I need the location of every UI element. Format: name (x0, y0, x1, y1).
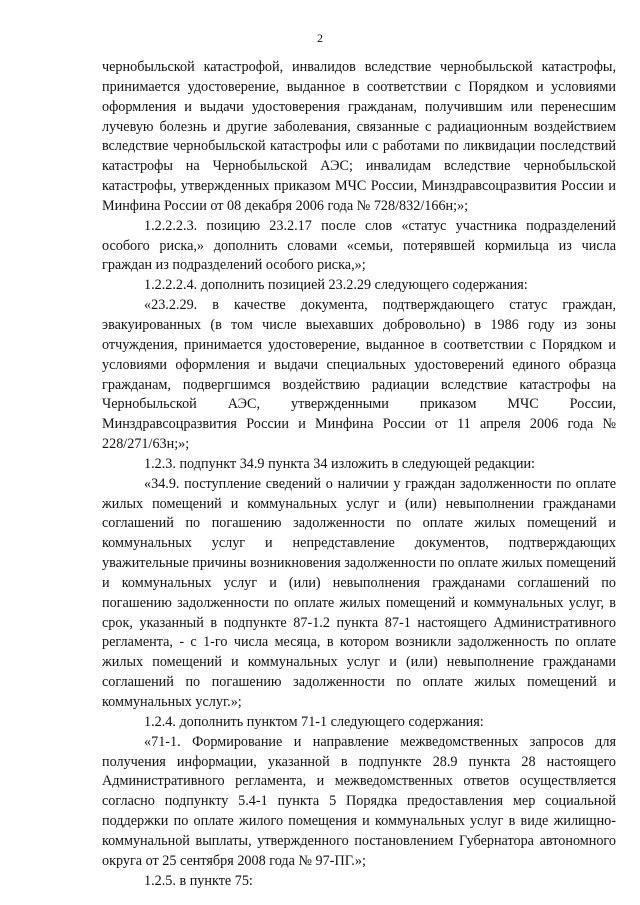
clause-1-2-2-2-4: 1.2.2.2.4. дополнить позицией 23.2.29 следующего содержания: (144, 277, 528, 294)
continuation-paragraph: чернобыльской катастрофой, инвалидов вследствие чернобыльской катастрофы, принимается удостоверение, выданное в соответствии с Порядком и условиями оформления и выдачи удостоверения гражданам, получившим или перенесшим лучевую болезнь и другие заболевания, связанные с радиационным воздействием вследствие чернобыльской катастрофы или с работами по ликвидации последствий катастрофы на Чернобыльской АЭС; инвалидам вследствие чернобыльской катастрофы, утвержденных приказом МЧС России, Минздравсоцразвития России и Минфина России от 08 декабря 2006 года № 728/832/166н;»; (102, 59, 616, 214)
page-number: 2 (317, 31, 323, 45)
subclause-34-9-text: «34.9. поступление сведений о наличии у граждан задолженности по оплате жилых помещений и коммунальных услуг и (или) невыполнении гражданами соглашений по погашению задолженности по оплате жилых помещений и коммунальных услуг и непредставление документов, подтверждающих уважительные причины возникновения задолженности по оплате жилых помещений и коммунальных услуг и (или) невыполнения гражданами соглашений по погашению задолженности по оплате жилых помещений и коммунальных услуг, в срок, указанный в подпункте 87-1.2 пункта 87-1 настоящего Административного регламента, - с 1-го числа месяца, в котором возникли задолженность по оплате жилых помещений и коммунальных услуг и (или) невыполнение гражданами соглашений по погашению задолженности по оплате жилых помещений и коммунальных услуг.»; (102, 475, 616, 710)
clause-1-2-5: 1.2.5. в пункте 75: (144, 872, 253, 889)
document-body (102, 58, 616, 891)
clause-71-1-text: «71-1. Формирование и направление межведомственных запросов для получения информации, указанной в подпункте 28.9 пункта 28 настоящего Административного регламента, и межведомственных ответов осуществляется согласно подпункту 5.4-1 пункта 5 Порядка предоставления мер социальной поддержки по оплате жилого помещения и коммунальных услуг в виде жилищно-коммунальной выплаты, утвержденного постановлением Губернатора автономного округа от 25 сентября 2008 года № 97-ПГ.»; (102, 733, 616, 869)
clause-1-2-4: 1.2.4. дополнить пунктом 71-1 следующего содержания: (144, 713, 484, 730)
clause-1-2-3: 1.2.3. подпункт 34.9 пункта 34 изложить в следующей редакции: (144, 455, 535, 472)
position-23-2-29-text: «23.2.29. в качестве документа, подтверждающего статус граждан, эвакуированных (в том числе выехавших добровольно) в 1986 году из зоны отчуждения, принимается удостоверение, выданное в соответствии с Порядком и условиями оформления и выдачи специальных удостоверений единого образца гражданам, подвергшимся воздействию радиации вследствие катастрофы на Чернобыльской АЭС, утвержденными приказом МЧС России, Минздравсоцразвития России и Минфина России от 11 апреля 2006 года № 228/271/63н;»; (102, 297, 616, 453)
clause-1-2-2-2-3: 1.2.2.2.3. позицию 23.2.17 после слов «статус участника подразделений особого риска,» дополнить словами «семьи, потерявшей кормильца из числа граждан из подразделений особого риска,»; (102, 217, 616, 274)
